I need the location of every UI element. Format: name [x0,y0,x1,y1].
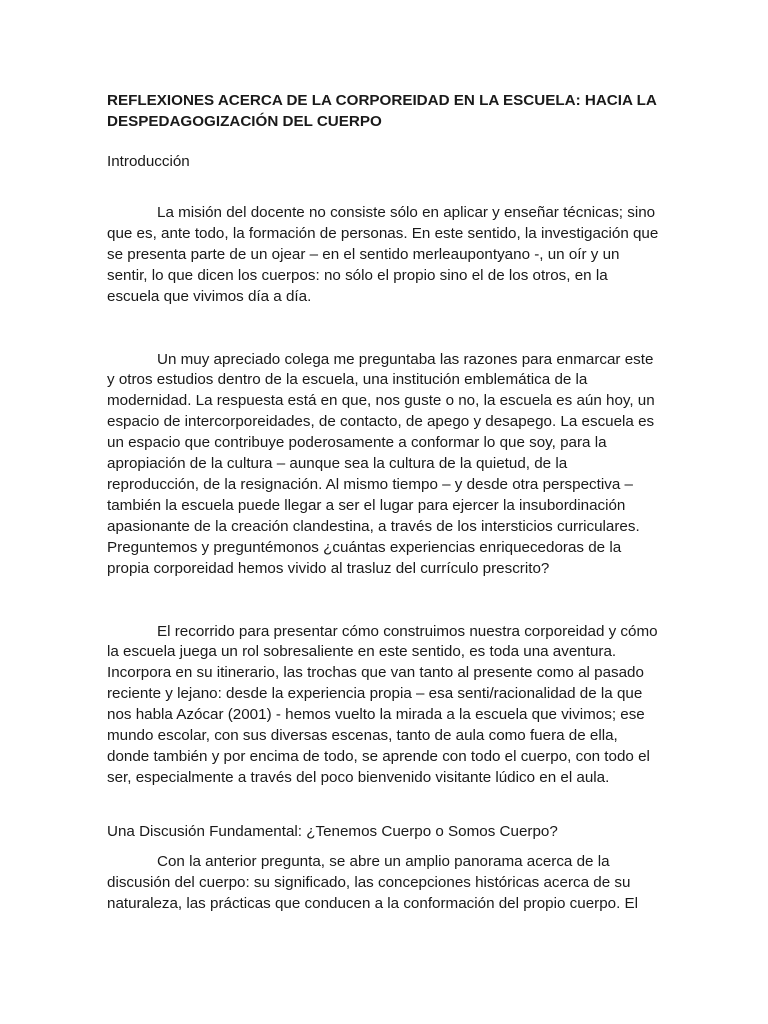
intro-heading: Introducción [107,153,190,170]
document-title: REFLEXIONES ACERCA DE LA CORPOREIDAD EN LA ESCUELA: HACIA LA DESPEDAGOGIZACIÓN DEL CUERPO [107,92,657,130]
paragraph-3: El recorrido para presentar cómo construimos nuestra corporeidad y cómo la escuela juega un rol sobresaliente en este sentido, es toda una aventura. Incorpora en su itinerario, las trochas que van tanto al presente como al pasado reciente y lejano: desde la experiencia propia – esa senti/racionalidad de la que nos habla Azócar (2001) - hemos vuelto la mirada a la escuela que vivimos; ese mundo escolar, con sus diversas escenas, tanto de aula como fuera de ella, donde también y por encima de todo, se aprende con todo el cuerpo, con todo el ser, especialmente a través del poco bienvenido visitante lúdico en el aula. [107,622,658,786]
paragraph-1: La misión del docente no consiste sólo en aplicar y enseñar técnicas; sino que es, ante todo, la formación de personas. En este sentido, la investigación que se presenta parte de un ojear – en el sentido merleaupontyano -, un oír y un sentir, lo que dicen los cuerpos: no sólo el propio sino el de los otros, en la escuela que vivimos día a día. [107,204,659,305]
section-paragraph: Con la anterior pregunta, se abre un amplio panorama acerca de la discusión del cuerpo: su significado, las concepciones históricas acerca de su naturaleza, las prácticas que conducen a la conformación del propio cuerpo. El [107,852,639,912]
section-heading: Una Discusión Fundamental: ¿Tenemos Cuerpo o Somos Cuerpo? [107,822,558,840]
document-body [107,90,663,914]
paragraph-2: Un muy apreciado colega me preguntaba las razones para enmarcar este y otros estudios dentro de la escuela, una institución emblemática de la modernidad. La respuesta está en que, nos guste o no, la escuela es aún hoy, un espacio de intercorporeidades, de contacto, de apego y desapego. La escuela es un espacio que contribuye poderosamente a conformar lo que soy, para la apropiación de la cultura – aunque sea la cultura de la quietud, de la reproducción, de la resignación. Al mismo tiempo – y desde otra perspectiva – también la escuela puede llegar a ser el lugar para ejercer la insubordinación apasionante de la creación clandestina, a través de los intersticios curriculares. Preguntemos y preguntémonos ¿cuántas experiencias enriquecedoras de la propia corporeidad hemos vivido al trasluz del currículo prescrito? [107,350,655,577]
